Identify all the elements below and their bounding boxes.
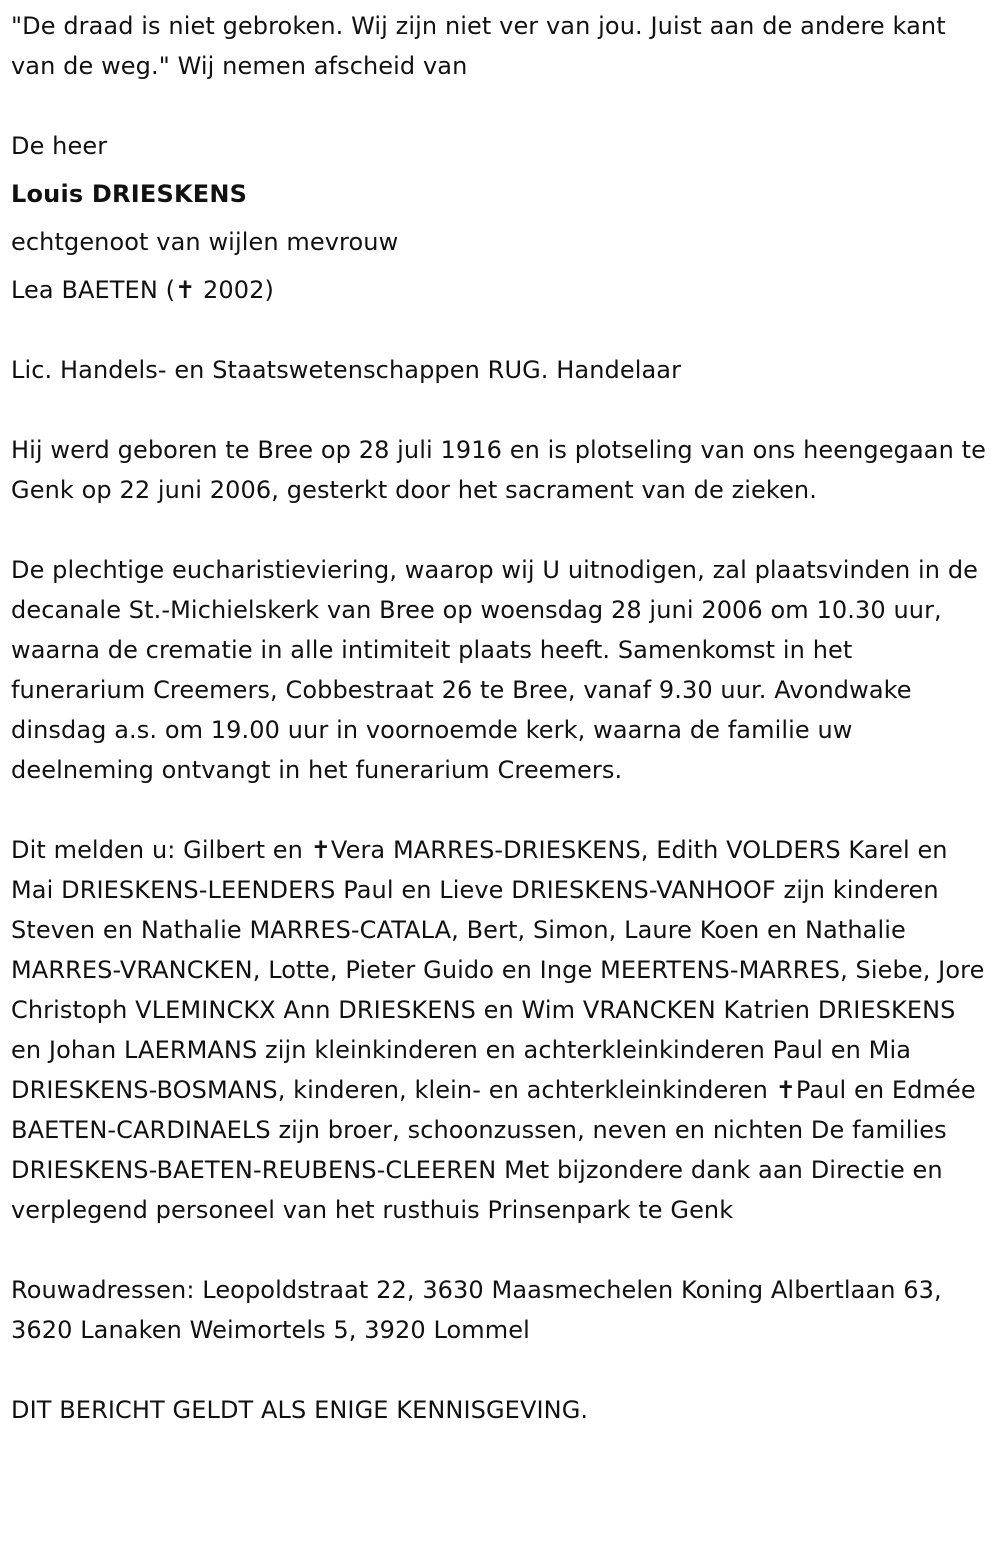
birth-death-paragraph: Hij werd geboren te Bree op 28 juli 1916 en is plotseling van ons heengegaan te Genk op 22 juni 2006, gesterkt door het sacrament van de zieken. [11, 436, 986, 504]
spouse-line-2: Lea BAETEN (✝ 2002) [11, 276, 274, 304]
spacer [11, 166, 990, 174]
honorific: De heer [11, 132, 108, 160]
spacer [11, 86, 990, 126]
spacer [11, 390, 990, 430]
spacer [11, 510, 990, 550]
mourning-addresses: Rouwadressen: Leopoldstraat 22, 3630 Maasmechelen Koning Albertlaan 63, 3620 Lanaken Weimortels 5, 3920 Lommel [11, 1276, 942, 1344]
closing-statement: DIT BERICHT GELDT ALS ENIGE KENNISGEVING. [11, 1396, 589, 1424]
spacer [11, 310, 990, 350]
ceremony-paragraph: De plechtige eucharistieviering, waarop wij U uitnodigen, zal plaatsvinden in de decanale St.-Michielskerk van Bree op woensdag 28 juni 2006 om 10.30 uur, waarna de crematie in alle intimiteit plaats heeft. Samenkomst in het funerarium Creemers, Cobbestraat 26 te Bree, vanaf 9.30 uur. Avondwake dinsdag a.s. om 19.00 uur in voornoemde kerk, waarna de familie uw deelneming ontvangt in het funerarium Creemers. [11, 556, 979, 784]
deceased-name: Louis DRIESKENS [11, 180, 248, 208]
profession: Lic. Handels- en Staatswetenschappen RUG. Handelaar [11, 356, 682, 384]
spacer [11, 1350, 990, 1390]
spacer [11, 790, 990, 830]
spacer [11, 1230, 990, 1270]
spacer [11, 214, 990, 222]
announcers-paragraph: Dit melden u: Gilbert en ✝Vera MARRES-DRIESKENS, Edith VOLDERS Karel en Mai DRIESKENS-LEENDERS Paul en Lieve DRIESKENS-VANHOOF zijn kinderen Steven en Nathalie MARRES-CATALA, Bert, Simon, Laure Koen en Nathalie MARRES-VRANCKEN, Lotte, Pieter Guido en Inge MEERTENS-MARRES, Siebe, Jore Christoph VLEMINCKX Ann DRIESKENS en Wim VRANCKEN Katrien DRIESKENS en Johan LAERMANS zijn kleinkinderen en achterkleinkinderen Paul en Mia DRIESKENS-BOSMANS, kinderen, klein- en achterkleinkinderen ✝Paul en Edmée BAETEN-CARDINAELS zijn broer, schoonzussen, neven en nichten De families DRIESKENS-BAETEN-REUBENS-CLEEREN Met bijzondere dank aan Directie en verplegend personeel van het rusthuis Prinsenpark te Genk [11, 836, 985, 1224]
opening-quote: "De draad is niet gebroken. Wij zijn niet ver van jou. Juist aan de andere kant van de weg." Wij nemen afscheid van [11, 12, 946, 80]
spouse-line-1: echtgenoot van wijlen mevrouw [11, 228, 399, 256]
spacer [11, 262, 990, 270]
